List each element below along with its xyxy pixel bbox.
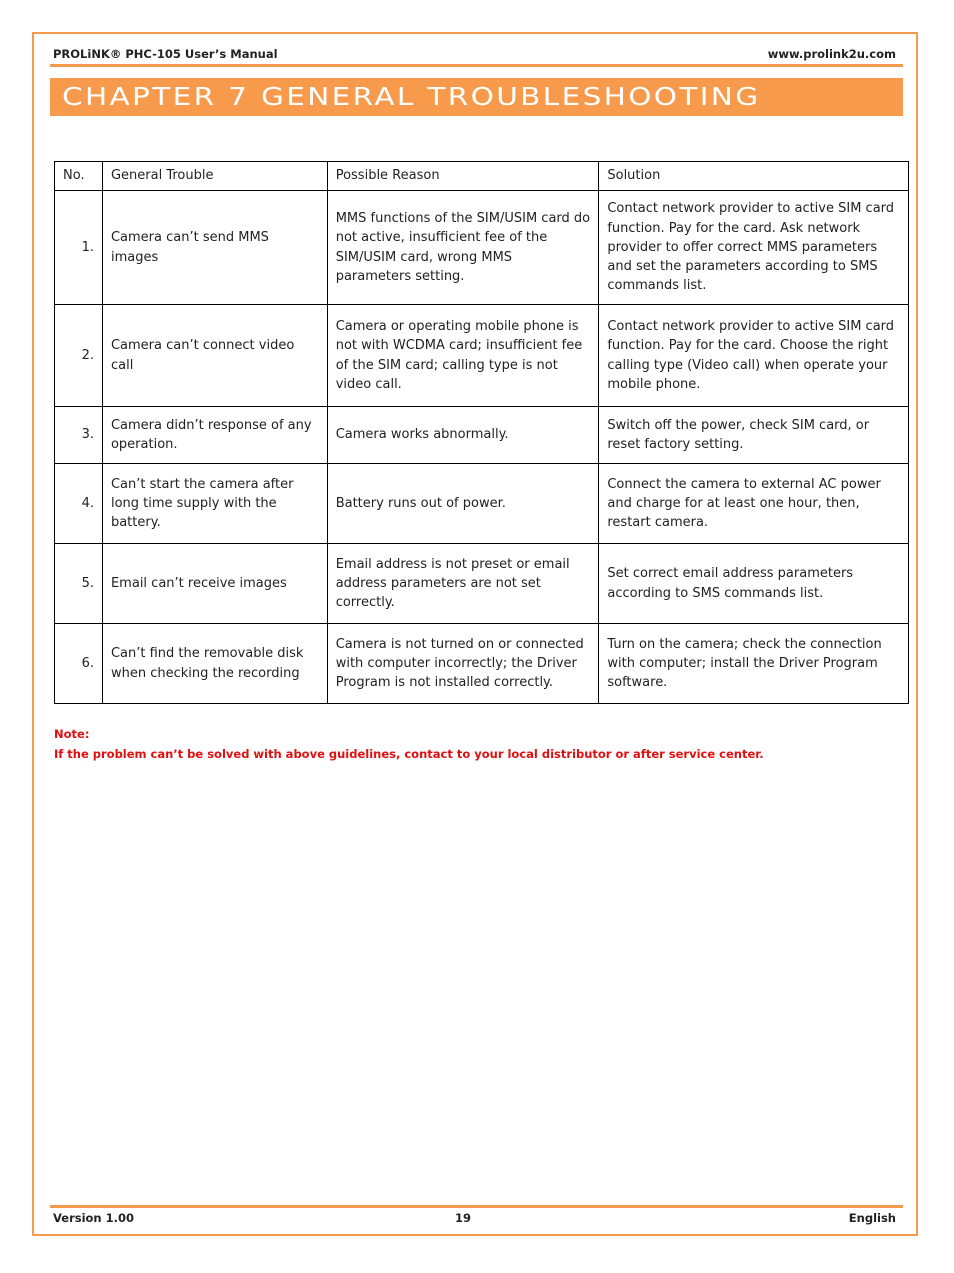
page-number: 19 (455, 1211, 472, 1225)
table-row (55, 624, 909, 704)
row-reason: Camera works abnormally. (327, 407, 599, 464)
row-trouble: Email can’t receive images (102, 544, 327, 624)
row-number: 5. (55, 544, 103, 624)
header-rule (50, 64, 903, 67)
note-block (54, 724, 764, 764)
table-row (55, 407, 909, 464)
row-trouble: Camera didn’t response of any operation. (102, 407, 327, 464)
row-number: 4. (55, 464, 103, 544)
page-footer (53, 1211, 896, 1227)
row-number: 1. (55, 191, 103, 305)
row-solution: Set correct email address parameters according to SMS commands list. (599, 544, 909, 624)
table-row (55, 305, 909, 407)
table-row (55, 464, 909, 544)
row-trouble: Camera can’t send MMS images (102, 191, 327, 305)
col-header-reason: Possible Reason (327, 162, 599, 191)
footer-version: Version 1.00 (53, 1211, 134, 1225)
row-trouble: Camera can’t connect video call (102, 305, 327, 407)
col-header-trouble: General Trouble (102, 162, 327, 191)
row-reason: Camera or operating mobile phone is not with WCDMA card; insufficient fee of the SIM card; calling type is not video call. (327, 305, 599, 407)
note-text: If the problem can’t be solved with above guidelines, contact to your local distributor or after service center. (54, 747, 764, 761)
row-trouble: Can’t start the camera after long time supply with the battery. (102, 464, 327, 544)
footer-rule (50, 1205, 903, 1208)
chapter-banner (50, 78, 903, 116)
row-solution: Turn on the camera; check the connection with computer; install the Driver Program software. (599, 624, 909, 704)
row-number: 3. (55, 407, 103, 464)
footer-language: English (848, 1211, 896, 1225)
table-row (55, 191, 909, 305)
col-header-solution: Solution (599, 162, 909, 191)
header-title: PROLiNK® PHC-105 User’s Manual (53, 47, 278, 61)
row-number: 2. (55, 305, 103, 407)
page-header (53, 47, 896, 63)
row-reason: Camera is not turned on or connected with computer incorrectly; the Driver Program is not installed correctly. (327, 624, 599, 704)
row-reason: Email address is not preset or email address parameters are not set correctly. (327, 544, 599, 624)
table-header-row (55, 162, 909, 191)
row-number: 6. (55, 624, 103, 704)
note-label: Note: (54, 727, 90, 741)
row-reason: Battery runs out of power. (327, 464, 599, 544)
row-solution: Connect the camera to external AC power and charge for at least one hour, then, restart camera. (599, 464, 909, 544)
row-solution: Contact network provider to active SIM card function. Pay for the card. Ask network provider to offer correct MMS parameters and set the parameters according to SMS commands list. (599, 191, 909, 305)
table-row (55, 544, 909, 624)
col-header-no: No. (55, 162, 103, 191)
chapter-title: CHAPTER 7 GENERAL TROUBLESHOOTING (62, 82, 761, 111)
row-solution: Contact network provider to active SIM card function. Pay for the card. Choose the right calling type (Video call) when operate your mobile phone. (599, 305, 909, 407)
header-url: www.prolink2u.com (767, 47, 896, 61)
row-trouble: Can’t find the removable disk when checking the recording (102, 624, 327, 704)
row-reason: MMS functions of the SIM/USIM card do not active, insufficient fee of the SIM/USIM card, wrong MMS parameters setting. (327, 191, 599, 305)
row-solution: Switch off the power, check SIM card, or reset factory setting. (599, 407, 909, 464)
troubleshooting-table (54, 161, 909, 704)
